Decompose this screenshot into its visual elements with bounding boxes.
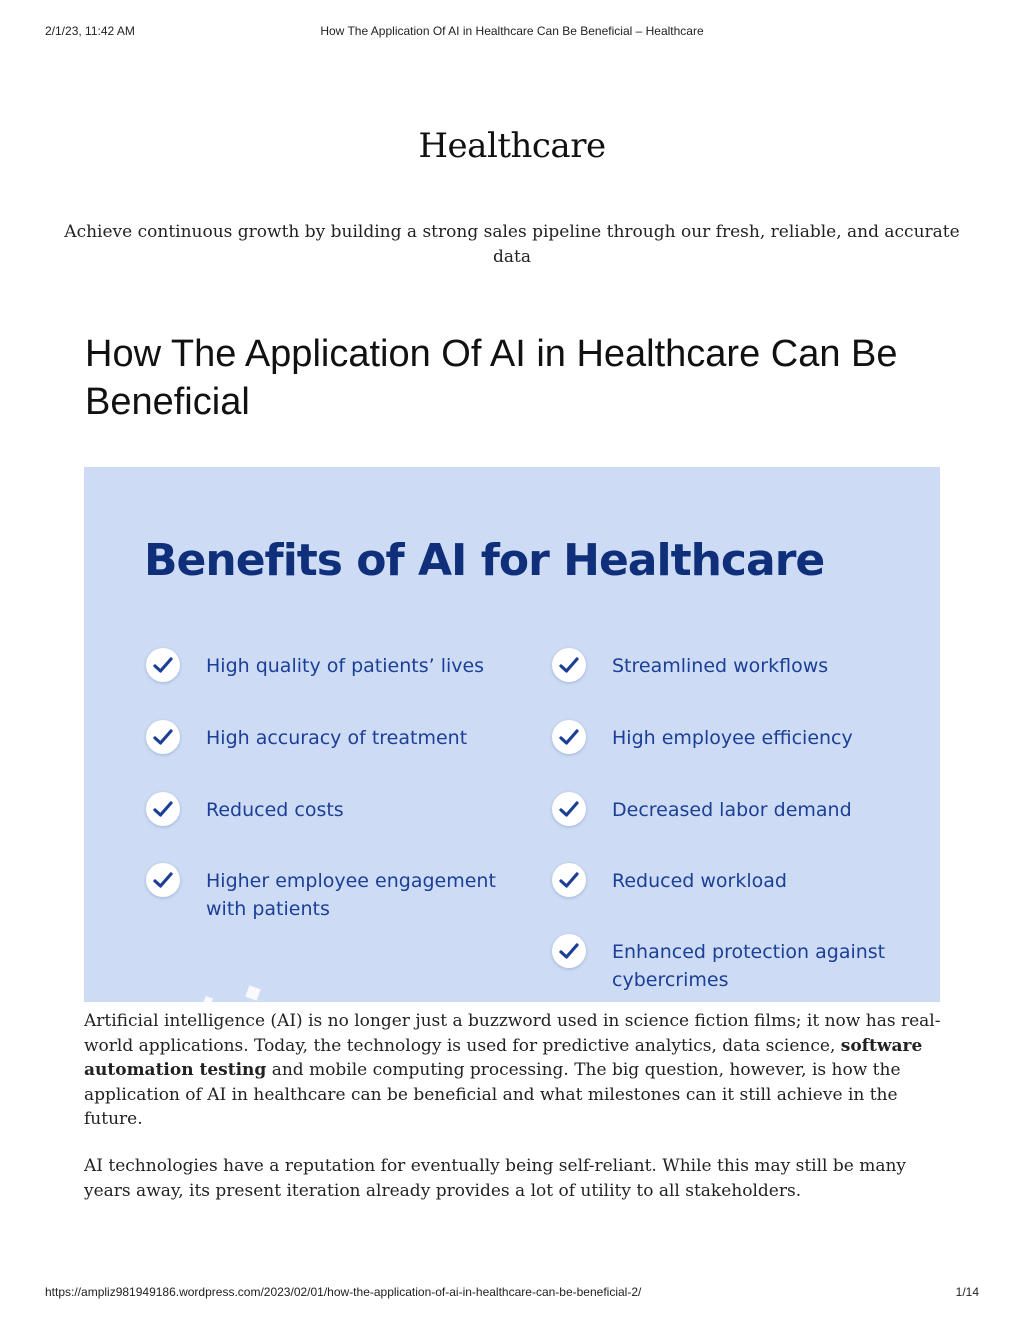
check-circle-icon	[146, 648, 180, 682]
check-circle-icon	[552, 863, 586, 897]
benefit-label: High employee efficiency	[612, 727, 853, 749]
site-tagline: Achieve continuous growth by building a strong sales pipeline through our fresh, reliable, and accurate data	[64, 222, 960, 267]
print-page-title: How The Application Of AI in Healthcare Can Be Beneficial – Healthcare	[320, 24, 704, 38]
check-circle-icon	[146, 720, 180, 754]
benefit-label: Higher employee engagement with patients	[206, 870, 496, 920]
paragraph-intro	[84, 1009, 944, 1132]
decorative-dot	[245, 985, 260, 1000]
decorative-dot	[203, 996, 213, 1002]
print-url: https://ampliz981949186.wordpress.com/2023/02/01/how-the-application-of-ai-in-healthcare-can-be-beneficial-2/	[45, 1285, 642, 1299]
print-datetime: 2/1/23, 11:42 AM	[45, 24, 135, 38]
benefit-label: High accuracy of treatment	[206, 727, 468, 749]
benefit-label: Enhanced protection against cybercrimes	[612, 941, 886, 991]
software-automation-testing-link[interactable]: software automation testing	[84, 1035, 923, 1080]
paragraph-text: Artificial intelligence (AI) is no longer just a buzzword used in science fiction films; it now has real-world applications. Today, the technology is used for predictive analytics, data science,	[84, 1011, 941, 1056]
benefit-label: Decreased labor demand	[612, 799, 852, 821]
benefit-label: Streamlined workflows	[612, 655, 829, 677]
check-circle-icon	[552, 792, 586, 826]
hero-heading: Benefits of AI for Healthcare	[144, 535, 825, 586]
benefit-label: High quality of patients’ lives	[206, 655, 485, 677]
hero-image	[84, 467, 940, 1002]
paragraph-text: and mobile computing processing. The big question, however, is how the application of AI in healthcare can be beneficial and what milestones can it still achieve in the future.	[84, 1060, 901, 1129]
paragraph-second: AI technologies have a reputation for eventually being self-reliant. While this may still be many years away, its present iteration already provides a lot of utility to all stakeholders.	[84, 1156, 907, 1201]
check-circle-icon	[552, 720, 586, 754]
print-page-number: 1/14	[955, 1285, 979, 1299]
benefit-label: Reduced workload	[612, 870, 787, 892]
benefit-label: Reduced costs	[206, 799, 344, 821]
site-title[interactable]: Healthcare	[418, 126, 606, 166]
check-circle-icon	[146, 863, 180, 897]
post-title: How The Application Of AI in Healthcare Can Be Beneficial	[85, 333, 898, 423]
check-circle-icon	[146, 792, 180, 826]
check-circle-icon	[552, 934, 586, 968]
check-circle-icon	[552, 648, 586, 682]
